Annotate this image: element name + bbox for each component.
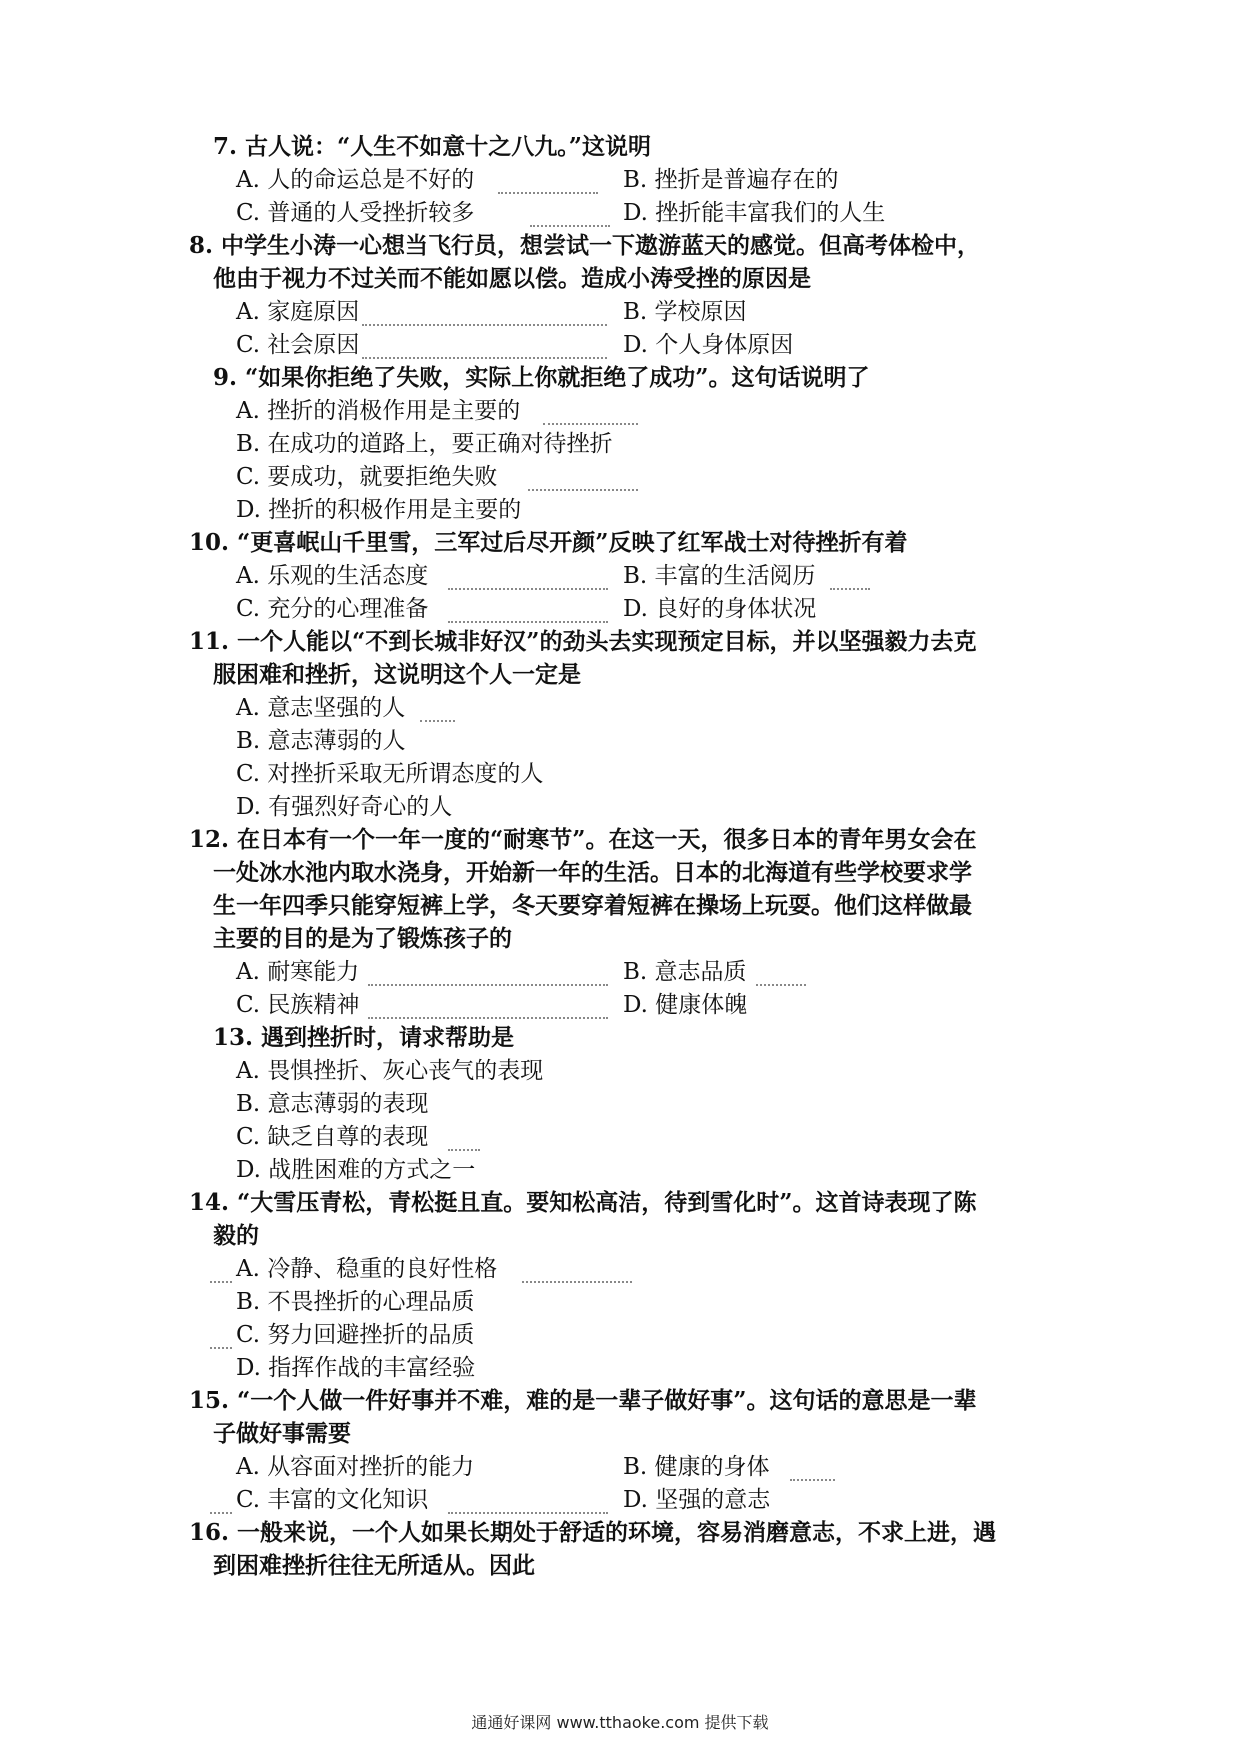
leader-dots [790, 1477, 835, 1481]
question-11-option-c: C. 对挫折采取无所谓态度的人 [236, 761, 544, 787]
question-14-stem-1: 14. “大雪压青松，青松挺且直。要知松高洁，待到雪化时”。这首诗表现了陈 [189, 1189, 977, 1216]
question-8-option-a: A. 家庭原因 [236, 299, 360, 325]
leader-dots [448, 1510, 608, 1514]
page-footer: 通通好课网 www.tthaoke.com 提供下载 [471, 1713, 769, 1732]
question-12-option-a: A. 耐寒能力 [236, 959, 360, 985]
question-8-stem-1: 8. 中学生小涛一心想当飞行员，想尝试一下遨游蓝天的感觉。但高考体检中， [189, 232, 981, 259]
question-12-option-c: C. 民族精神 [236, 992, 360, 1018]
leader-dots [830, 586, 870, 590]
leader-dots [368, 1015, 608, 1019]
question-9-option-b: B. 在成功的道路上，要正确对待挫折 [236, 431, 613, 457]
question-12-option-d: D. 健康体魄 [623, 992, 748, 1018]
leader-dots [210, 1279, 232, 1283]
question-14-stem-2: 毅的 [213, 1222, 259, 1249]
question-8-stem-2: 他由于视力不过关而不能如愿以偿。造成小涛受挫的原因是 [213, 265, 811, 292]
question-11-stem-2: 服困难和挫折，这说明这个人一定是 [213, 661, 581, 688]
question-10-option-a: A. 乐观的生活态度 [236, 563, 429, 589]
question-15-option-a: A. 从容面对挫折的能力 [236, 1454, 475, 1480]
question-13-option-b: B. 意志薄弱的表现 [236, 1091, 429, 1117]
question-11-option-b: B. 意志薄弱的人 [236, 728, 406, 754]
question-15-option-c: C. 丰富的文化知识 [236, 1487, 429, 1513]
leader-dots [210, 1510, 232, 1514]
leader-dots [543, 421, 638, 425]
leader-dots [448, 586, 608, 590]
question-15-option-b: B. 健康的身体 [623, 1454, 770, 1480]
leader-dots [528, 487, 638, 491]
question-9-option-d: D. 挫折的积极作用是主要的 [236, 497, 522, 523]
question-7-option-d: D. 挫折能丰富我们的人生 [623, 200, 886, 226]
question-15-stem-1: 15. “一个人做一件好事并不难，难的是一辈子做好事”。这句话的意思是一辈 [189, 1387, 977, 1414]
question-11-option-d: D. 有强烈好奇心的人 [236, 794, 453, 820]
question-15-stem-2: 子做好事需要 [213, 1420, 351, 1447]
question-11-option-a: A. 意志坚强的人 [236, 695, 406, 721]
question-7-option-c: C. 普通的人受挫折较多 [236, 200, 475, 226]
question-14-option-d: D. 指挥作战的丰富经验 [236, 1355, 476, 1381]
question-7-option-b: B. 挫折是普遍存在的 [623, 167, 839, 193]
question-12-stem-2: 一处冰水池内取水浇身，开始新一年的生活。日本的北海道有些学校要求学 [213, 859, 972, 886]
question-10-option-d: D. 良好的身体状况 [623, 596, 817, 622]
leader-dots [368, 982, 608, 986]
leader-dots [448, 619, 608, 623]
leader-dots [448, 1147, 480, 1151]
question-10-option-c: C. 充分的心理准备 [236, 596, 429, 622]
question-9-stem: 9. “如果你拒绝了失败，实际上你就拒绝了成功”。这句话说明了 [213, 364, 870, 391]
question-9-option-c: C. 要成功，就要拒绝失败 [236, 464, 498, 490]
leader-dots [362, 322, 607, 326]
question-12-stem-3: 生一年四季只能穿短裤上学，冬天要穿着短裤在操场上玩耍。他们这样做最 [213, 892, 972, 919]
question-8-option-b: B. 学校原因 [623, 299, 747, 325]
question-12-stem-1: 12. 在日本有一个一年一度的“耐寒节”。在这一天，很多日本的青年男女会在 [189, 826, 977, 853]
leader-dots [210, 1345, 232, 1349]
leader-dots [522, 1279, 632, 1283]
question-14-option-a: A. 冷静、稳重的良好性格 [236, 1256, 498, 1282]
question-13-option-d: D. 战胜困难的方式之一 [236, 1157, 476, 1183]
leader-dots [756, 982, 806, 986]
leader-dots [498, 190, 598, 194]
question-13-stem: 13. 遇到挫折时，请求帮助是 [213, 1024, 515, 1051]
question-15-option-d: D. 坚强的意志 [623, 1487, 771, 1513]
leader-dots [420, 718, 455, 722]
question-13-option-c: C. 缺乏自尊的表现 [236, 1124, 429, 1150]
question-7-option-a: A. 人的命运总是不好的 [236, 167, 475, 193]
leader-dots [362, 355, 607, 359]
question-10-stem: 10. “更喜岷山千里雪，三军过后尽开颜”反映了红军战士对待挫折有着 [189, 529, 908, 556]
question-12-stem-4: 主要的目的是为了锻炼孩子的 [213, 925, 512, 952]
question-9-option-a: A. 挫折的消极作用是主要的 [236, 398, 521, 424]
question-10-option-b: B. 丰富的生活阅历 [623, 563, 816, 589]
question-7-stem: 7. 古人说：“人生不如意十之八九。”这说明 [213, 133, 651, 160]
question-8-option-d: D. 个人身体原因 [623, 332, 794, 358]
question-14-option-b: B. 不畏挫折的心理品质 [236, 1289, 475, 1315]
question-11-stem-1: 11. 一个人能以“不到长城非好汉”的劲头去实现预定目标，并以坚强毅力去克 [189, 628, 977, 655]
question-13-option-a: A. 畏惧挫折、灰心丧气的表现 [236, 1058, 544, 1084]
question-12-option-b: B. 意志品质 [623, 959, 747, 985]
question-16-stem-1: 16. 一般来说，一个人如果长期处于舒适的环境，容易消磨意志，不求上进，遇 [189, 1519, 997, 1546]
question-14-option-c: C. 努力回避挫折的品质 [236, 1322, 475, 1348]
leader-dots [530, 223, 610, 227]
question-16-stem-2: 到困难挫折往往无所适从。因此 [213, 1552, 535, 1579]
question-8-option-c: C. 社会原因 [236, 332, 360, 358]
